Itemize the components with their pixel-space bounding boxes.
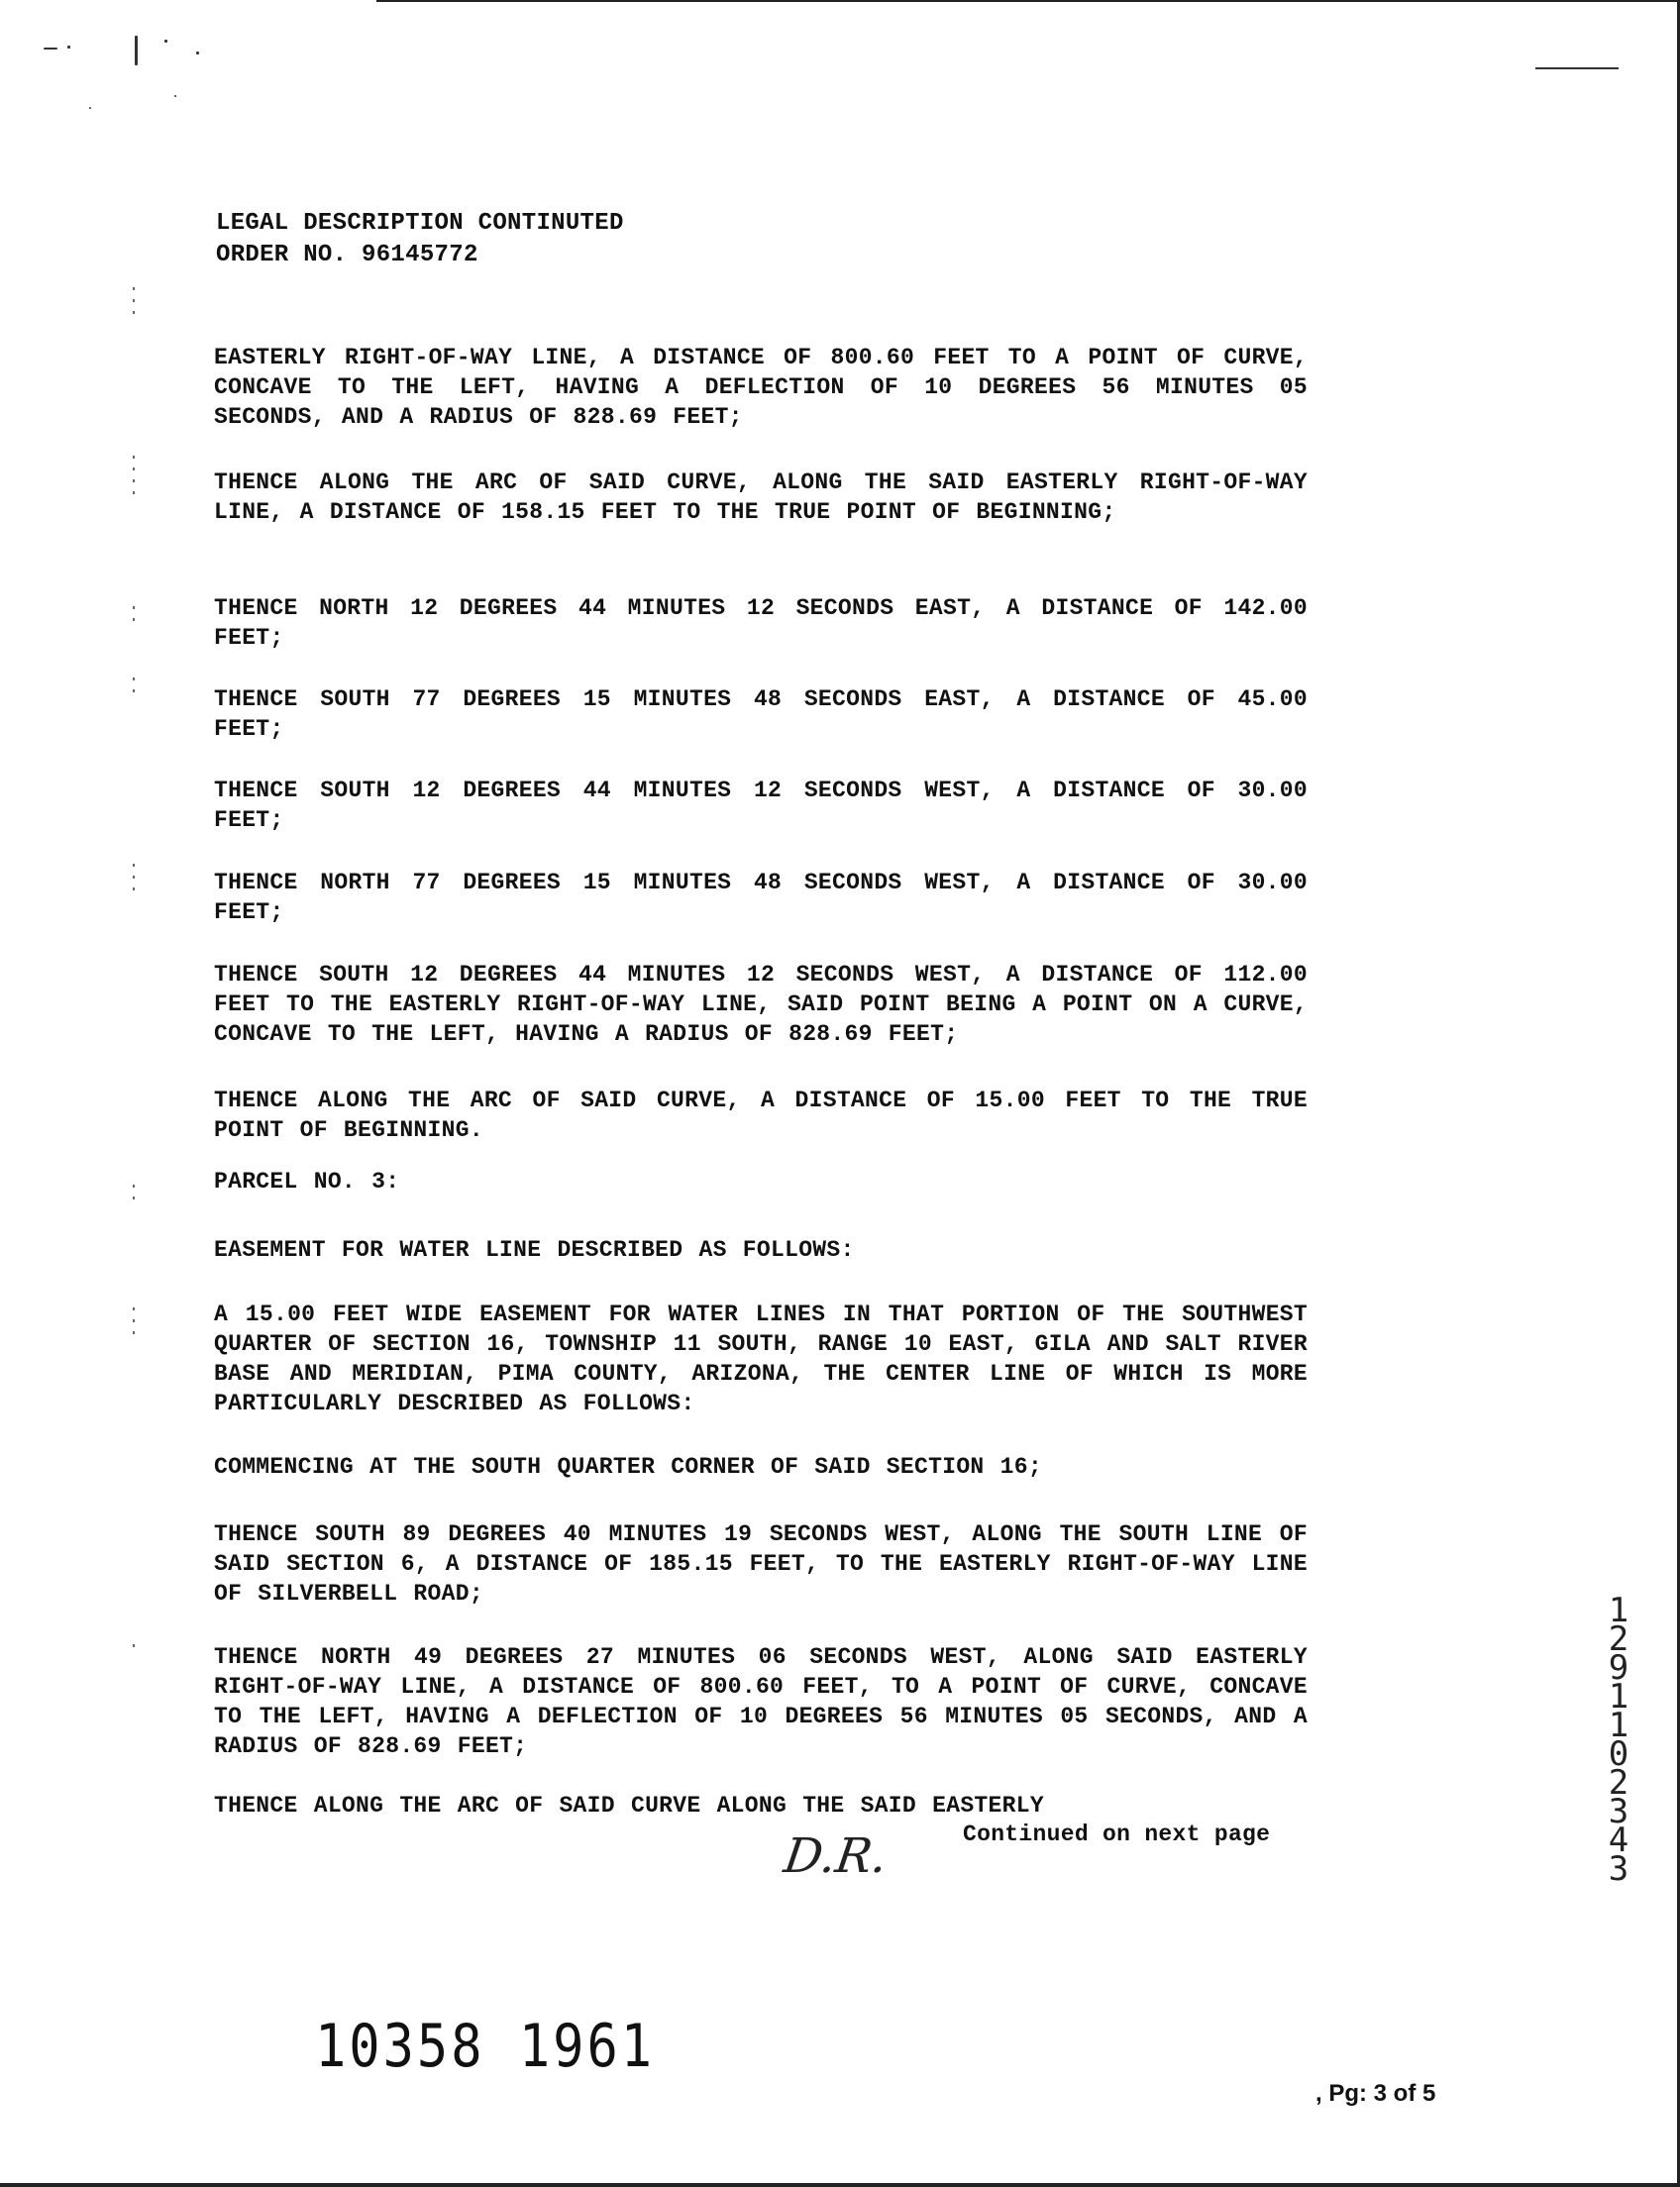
legal-paragraph: THENCE NORTH 12 DEGREES 44 MINUTES 12 SECONDS EAST, A DISTANCE OF 142.00 FEET; [214, 595, 1308, 651]
legal-paragraph: THENCE SOUTH 77 DEGREES 15 MINUTES 48 SECONDS EAST, A DISTANCE OF 45.00 FEET; [214, 686, 1308, 742]
scan-edge-bottom [0, 2183, 1680, 2187]
margin-dots [133, 287, 137, 323]
scan-speck [196, 52, 199, 54]
margin-dots [133, 1307, 137, 1343]
header-title: LEGAL DESCRIPTION CONTINUTED [216, 210, 624, 237]
scan-edge-top [376, 0, 1680, 2]
recording-number: 10358 1961 [315, 2013, 656, 2081]
legal-paragraph: THENCE ALONG THE ARC OF SAID CURVE ALONG THE SAID EASTERLY [214, 1793, 1044, 1819]
legal-paragraph: THENCE SOUTH 89 DEGREES 40 MINUTES 19 SECONDS WEST, ALONG THE SOUTH LINE OF SAID SECTION 6, A DISTANCE OF 185.15 FEET, TO THE EASTERLY RIGHT-OF-WAY LINE OF SILVERBELL ROAD; [214, 1521, 1308, 1607]
handwritten-initials: D.R. [781, 1828, 892, 1884]
top-right-mark [1535, 67, 1619, 69]
margin-dots [133, 606, 137, 630]
scan-speck [44, 48, 57, 50]
order-number: ORDER NO. 96145772 [216, 242, 478, 268]
continued-note: Continued on next page [963, 1822, 1271, 1847]
margin-dots [133, 864, 137, 899]
legal-paragraph: THENCE ALONG THE ARC OF SAID CURVE, ALONG THE SAID EASTERLY RIGHT-OF-WAY LINE, A DISTANCE OF 158.15 FEET TO THE TRUE POINT OF BEGINNING; [214, 469, 1308, 525]
page-indicator: , Pg: 3 of 5 [1315, 2080, 1436, 2107]
legal-paragraph: THENCE NORTH 49 DEGREES 27 MINUTES 06 SECONDS WEST, ALONG SAID EASTERLY RIGHT-OF-WAY LINE, A DISTANCE OF 800.60 FEET, TO A POINT OF CURVE, CONCAVE TO THE LEFT, HAVING A DEFLECTION OF 10 DEGREES 56 MINUTES 05 SECONDS, AND A RADIUS OF 828.69 FEET; [214, 1644, 1308, 1759]
legal-paragraph: EASTERLY RIGHT-OF-WAY LINE, A DISTANCE OF 800.60 FEET TO A POINT OF CURVE, CONCAVE TO THE LEFT, HAVING A DEFLECTION OF 10 DEGREES 56 MINUTES 05 SECONDS, AND A RADIUS OF 828.69 FEET; [214, 345, 1308, 430]
document-header [216, 208, 624, 271]
legal-paragraph: THENCE ALONG THE ARC OF SAID CURVE, A DISTANCE OF 15.00 FEET TO THE TRUE POINT OF BEGINNING. [214, 1088, 1308, 1143]
legal-paragraph: A 15.00 FEET WIDE EASEMENT FOR WATER LINES IN THAT PORTION OF THE SOUTHWEST QUARTER OF SECTION 16, TOWNSHIP 11 SOUTH, RANGE 10 EAST, GILA AND SALT RIVER BASE AND MERIDIAN, PIMA COUNTY, ARIZONA, THE CENTER LINE OF WHICH IS MORE PARTICULARLY DESCRIBED AS FOLLOWS: [214, 1302, 1308, 1416]
scan-speck [174, 95, 176, 97]
easement-heading: EASEMENT FOR WATER LINE DESCRIBED AS FOLLOWS: [214, 1237, 855, 1263]
legal-paragraph: THENCE SOUTH 12 DEGREES 44 MINUTES 12 SECONDS WEST, A DISTANCE OF 112.00 FEET TO THE EASTERLY RIGHT-OF-WAY LINE, SAID POINT BEING A POINT ON A CURVE, CONCAVE TO THE LEFT, HAVING A RADIUS OF 828.69 FEET; [214, 962, 1308, 1047]
legal-paragraph: THENCE SOUTH 12 DEGREES 44 MINUTES 12 SECONDS WEST, A DISTANCE OF 30.00 FEET; [214, 778, 1308, 833]
margin-dots [133, 1185, 137, 1208]
scan-speck [135, 36, 138, 65]
margin-dots [133, 1644, 137, 1656]
legal-paragraph: COMMENCING AT THE SOUTH QUARTER CORNER OF SAID SECTION 16; [214, 1454, 1042, 1480]
parcel-heading: PARCEL NO. 3: [214, 1169, 400, 1195]
scan-speck [67, 46, 70, 49]
margin-dots [133, 456, 137, 503]
scan-speck [89, 107, 91, 109]
scan-speck [164, 40, 167, 43]
margin-dots [133, 677, 137, 701]
legal-paragraph: THENCE NORTH 77 DEGREES 15 MINUTES 48 SECONDS WEST, A DISTANCE OF 30.00 FEET; [214, 870, 1308, 925]
vertical-docket-number: 12911 02343 [1608, 1591, 1629, 1889]
